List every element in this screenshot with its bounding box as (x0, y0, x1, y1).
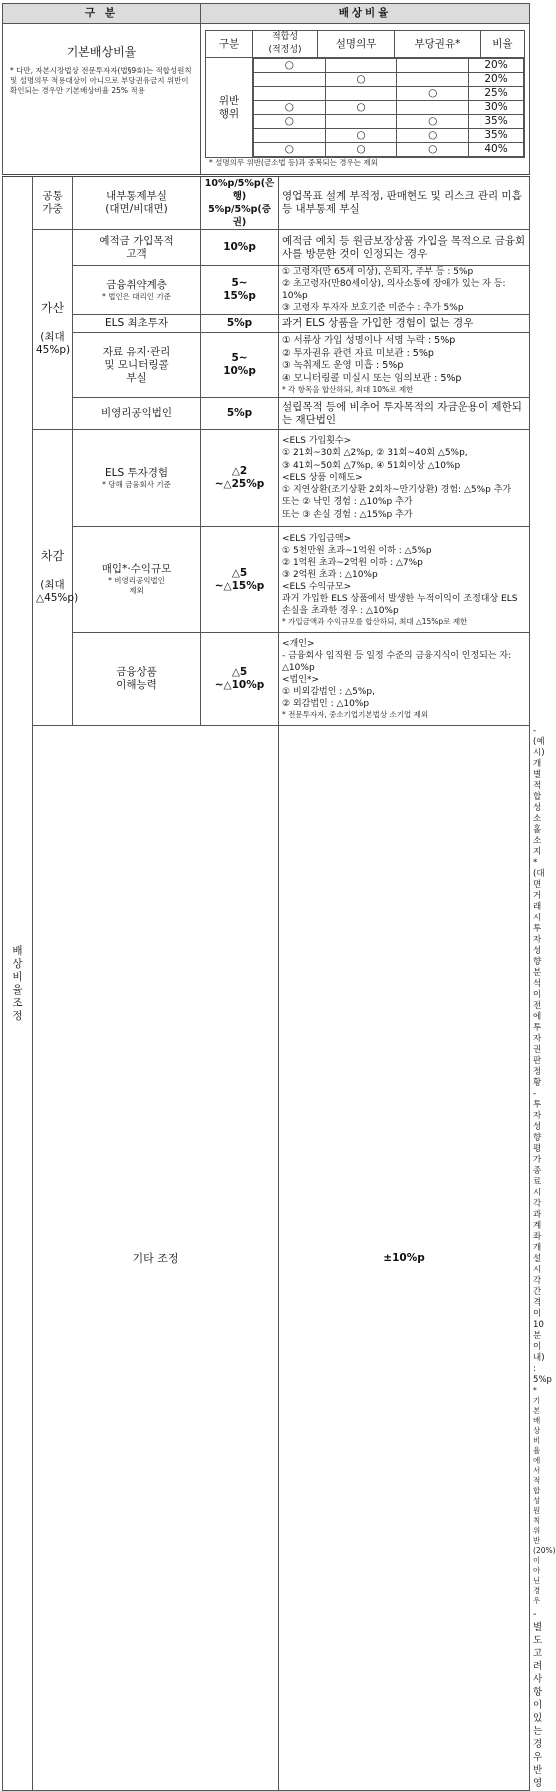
matrix-mark (254, 129, 326, 143)
base-matrix (205, 30, 525, 158)
matrix-mark: ○ (325, 101, 397, 115)
compensation-table (2, 3, 556, 1791)
common-desc: 영업목표 설계 부적정, 판매현도 및 리스크 관리 미흡 등 내부통제 부실 (279, 176, 530, 230)
matrix-head (206, 31, 525, 58)
header-ratio: 배상비율 (201, 4, 530, 24)
sub-desc-2-note: * 전문투자자, 중소기업기본법상 소기업 제외 (282, 710, 429, 719)
matrix-row (254, 87, 524, 101)
matrix-mark: ○ (254, 143, 326, 157)
other-label: 기타 조정 (33, 726, 279, 1791)
add-item-1: 금융취약계층 (106, 278, 167, 291)
base-note: * 다만, 자본시장법상 전문투자자(법§9⑤)는 적합성원칙 및 설명의무 적용대상이 아니므로 부당권유금지 위반이 확인되는 경우만 기본배상비율 25% 적용 (10, 66, 192, 95)
sub-desc-1-cell (279, 527, 530, 633)
matrix-row (254, 59, 524, 73)
matrix-mark: ○ (397, 129, 469, 143)
matrix-mark: ○ (397, 115, 469, 129)
add-row-4 (3, 398, 530, 430)
add-desc-3-note: * 각 항목을 합산하되, 최대 10%로 제한 (282, 385, 414, 394)
add-row-2 (3, 315, 530, 333)
matrix-mark (397, 73, 469, 87)
sub-rate-0: △2 ~△25%p (201, 430, 279, 527)
sub-desc-0: <ELS 가입횟수> ① 21회~30회 △2%p, ② 31회~40회 △5%p, ③ 41회~50회 △7%p, ④ 51회이상 △10%p <ELS 상품 이해도> ① 지연상환(조기상환 2회차~만기상환) 경험: △5%p 추가 또는 ② 낙인 경험 : △10%p 추가 또는 ③ 손실 경험 : △15%p 추가 (279, 430, 530, 527)
matrix-mark: ○ (397, 143, 469, 157)
header-row (3, 4, 530, 24)
matrix-row (254, 115, 524, 129)
sub-item-0-cell (73, 430, 201, 527)
matrix-mark: ○ (325, 129, 397, 143)
matrix-head-unfair: 부당권유* (395, 31, 481, 58)
add-desc-2: 과거 ELS 상품을 가입한 경험이 없는 경우 (279, 315, 530, 333)
matrix-mark: ○ (254, 115, 326, 129)
other-row: 기타 조정 ±10%p - (예시) 개별 적합성 소홀 소지*(대면거래시 투자 성향분석 이전에 투자권판 정황 - 투자성향평가 종료 시각과 계좌개설시각 간격이 10분 이내) : 5%p * 기본배상비율에서 적합성 원칙 위반(20%)이 아닌 경우 - 별도 고려사항이 있는 경우 반영 (3, 726, 530, 1791)
matrix-rate: 25% (469, 87, 524, 101)
sub-desc-2: <개인> - 금융회사 임직원 등 일정 수준의 금융지식이 인정되는 자: △10%p <법인*> ① 비외감법인 : △5%p, ② 외감법인 : △10%p (282, 639, 512, 709)
add-desc-4: 설립목적 등에 비추어 투자목적의 자금운용이 제한되는 재단법인 (279, 398, 530, 430)
sub-desc-1-note: * 가입금액과 수익규모를 합산하되, 최대 △15%p로 제한 (282, 616, 468, 626)
matrix-mark: ○ (325, 143, 397, 157)
sub-item-2: 금융상품 이해능력 (73, 633, 201, 726)
header-category: 구 분 (3, 4, 201, 24)
sub-desc-2-cell (279, 633, 530, 726)
add-item-1-note: * 법인은 대리인 기준 (102, 291, 171, 301)
matrix-mark (397, 59, 469, 73)
common-item: 내부통제부실 (대면/비대면) (73, 176, 201, 230)
matrix-mark: ○ (397, 87, 469, 101)
common-rate: 10%p/5%p(은행) 5%p/5%p(증권) (201, 176, 279, 230)
matrix-row (254, 129, 524, 143)
sub-item-0-note: * 당해 금융회사 기준 (102, 479, 171, 489)
matrix-rate: 20% (469, 59, 524, 73)
matrix-row (254, 101, 524, 115)
matrix-row (254, 143, 524, 157)
add-item-2: ELS 최초투자 (73, 315, 201, 333)
base-cell (3, 24, 201, 176)
add-desc-1: ① 고령자(만 65세 이상), 은퇴자, 주부 등 : 5%p ② 초고령자(만80세이상), 의사소통에 장애가 있는 자 등: 10%p ③ 고령자 투자자 보호기준 미준수 : 추가 5%p (279, 266, 530, 315)
base-row (3, 24, 530, 176)
sub-rate-2: △5 ~△10%p (201, 633, 279, 726)
matrix-rate: 40% (469, 143, 524, 157)
matrix-row-label: 위반 행위 (206, 58, 253, 158)
matrix-mark (254, 73, 326, 87)
matrix-mark (325, 59, 397, 73)
add-item-1-cell (73, 266, 201, 315)
matrix-mark (325, 115, 397, 129)
adjust-label: 배 상 비 율 조 정 (3, 176, 33, 1791)
matrix-rate: 35% (469, 115, 524, 129)
sub-label: 차감 (40, 549, 65, 563)
add-desc-3: ① 서류상 가입 성명이나 서명 누락 : 5%p ② 투자권유 관련 자료 미보관 : 5%p ③ 녹취제도 운영 미흡 : 5%p ④ 모니터링콜 미실시 또는 임의보관 : 5%p (282, 335, 462, 384)
add-sub: (최대 45%p) (36, 331, 71, 356)
matrix-rows (253, 58, 524, 157)
matrix-mark: ○ (254, 101, 326, 115)
sub-item-1-note: * 비영리공익법인 제외 (108, 576, 165, 595)
matrix-rate: 30% (469, 101, 524, 115)
sub-sub: (최대 △45%p) (36, 579, 79, 604)
base-title: 기본배상비율 (66, 45, 137, 59)
add-rate-0: 10%p (201, 230, 279, 266)
matrix-head-rate: 비율 (480, 31, 524, 58)
matrix-mark: ○ (325, 73, 397, 87)
other-rate: ±10%p (279, 726, 530, 1791)
matrix-mark (397, 101, 469, 115)
add-rate-1: 5~ 15%p (201, 266, 279, 315)
matrix-head-suitability: 적합성 (적정성) (253, 31, 318, 58)
sub-row-0 (3, 430, 530, 527)
sub-item-1-cell (73, 527, 201, 633)
matrix-rate: 35% (469, 129, 524, 143)
matrix-head-explain: 설명의무 (318, 31, 395, 58)
add-row-0 (3, 230, 530, 266)
sub-desc-1: <ELS 가입금액> ① 5천만원 초과~1억원 이하 : △5%p ② 1억원 초과~2억원 이하 : △7%p ③ 2억원 초과 : △10%p <ELS 수익규모> 과거 가입한 ELS 상품에서 발생한 누적이익이 조정대상 ELS 손실을 초과한 경우 : △10%p (282, 533, 518, 616)
sub-item-0: ELS 투자경험 (104, 466, 169, 479)
add-item-3: 자료 유지·관리 및 모니터링콜 부실 (73, 333, 201, 398)
base-footnote: * 설명의무 위반(금소법 등)과 중복되는 경우는 제외 (209, 158, 378, 167)
sub-label-cell (33, 430, 79, 726)
matrix-mark (325, 87, 397, 101)
matrix-rows-cell (253, 58, 525, 158)
matrix-row (254, 73, 524, 87)
add-item-0: 예적금 가입목적 고객 (73, 230, 201, 266)
add-row-1 (3, 266, 530, 315)
sub-item-1: 매입*·수익규모 (101, 563, 172, 575)
add-label: 가산 (40, 301, 65, 315)
common-label: 공통 가중 (33, 176, 73, 230)
add-row-3 (3, 333, 530, 398)
matrix-mark (254, 87, 326, 101)
add-rate-4: 5%p (201, 398, 279, 430)
add-label-cell (33, 230, 73, 430)
common-row (3, 176, 530, 230)
sub-row-1 (3, 527, 530, 633)
matrix-mark: ○ (254, 59, 326, 73)
add-desc-3-cell (279, 333, 530, 398)
matrix-head-category: 구분 (206, 31, 253, 58)
add-item-4: 비영리공익법인 (73, 398, 201, 430)
add-rate-2: 5%p (201, 315, 279, 333)
base-matrix-cell (201, 24, 530, 176)
matrix-rate: 20% (469, 73, 524, 87)
add-rate-3: 5~ 10%p (201, 333, 279, 398)
sub-row-2 (3, 633, 530, 726)
matrix-body (206, 58, 525, 158)
add-desc-0: 예적금 예치 등 원금보장상품 가입을 목적으로 금융회사를 방문한 것이 인정되는 경우 (279, 230, 530, 266)
sub-rate-1: △5 ~△15%p (201, 527, 279, 633)
